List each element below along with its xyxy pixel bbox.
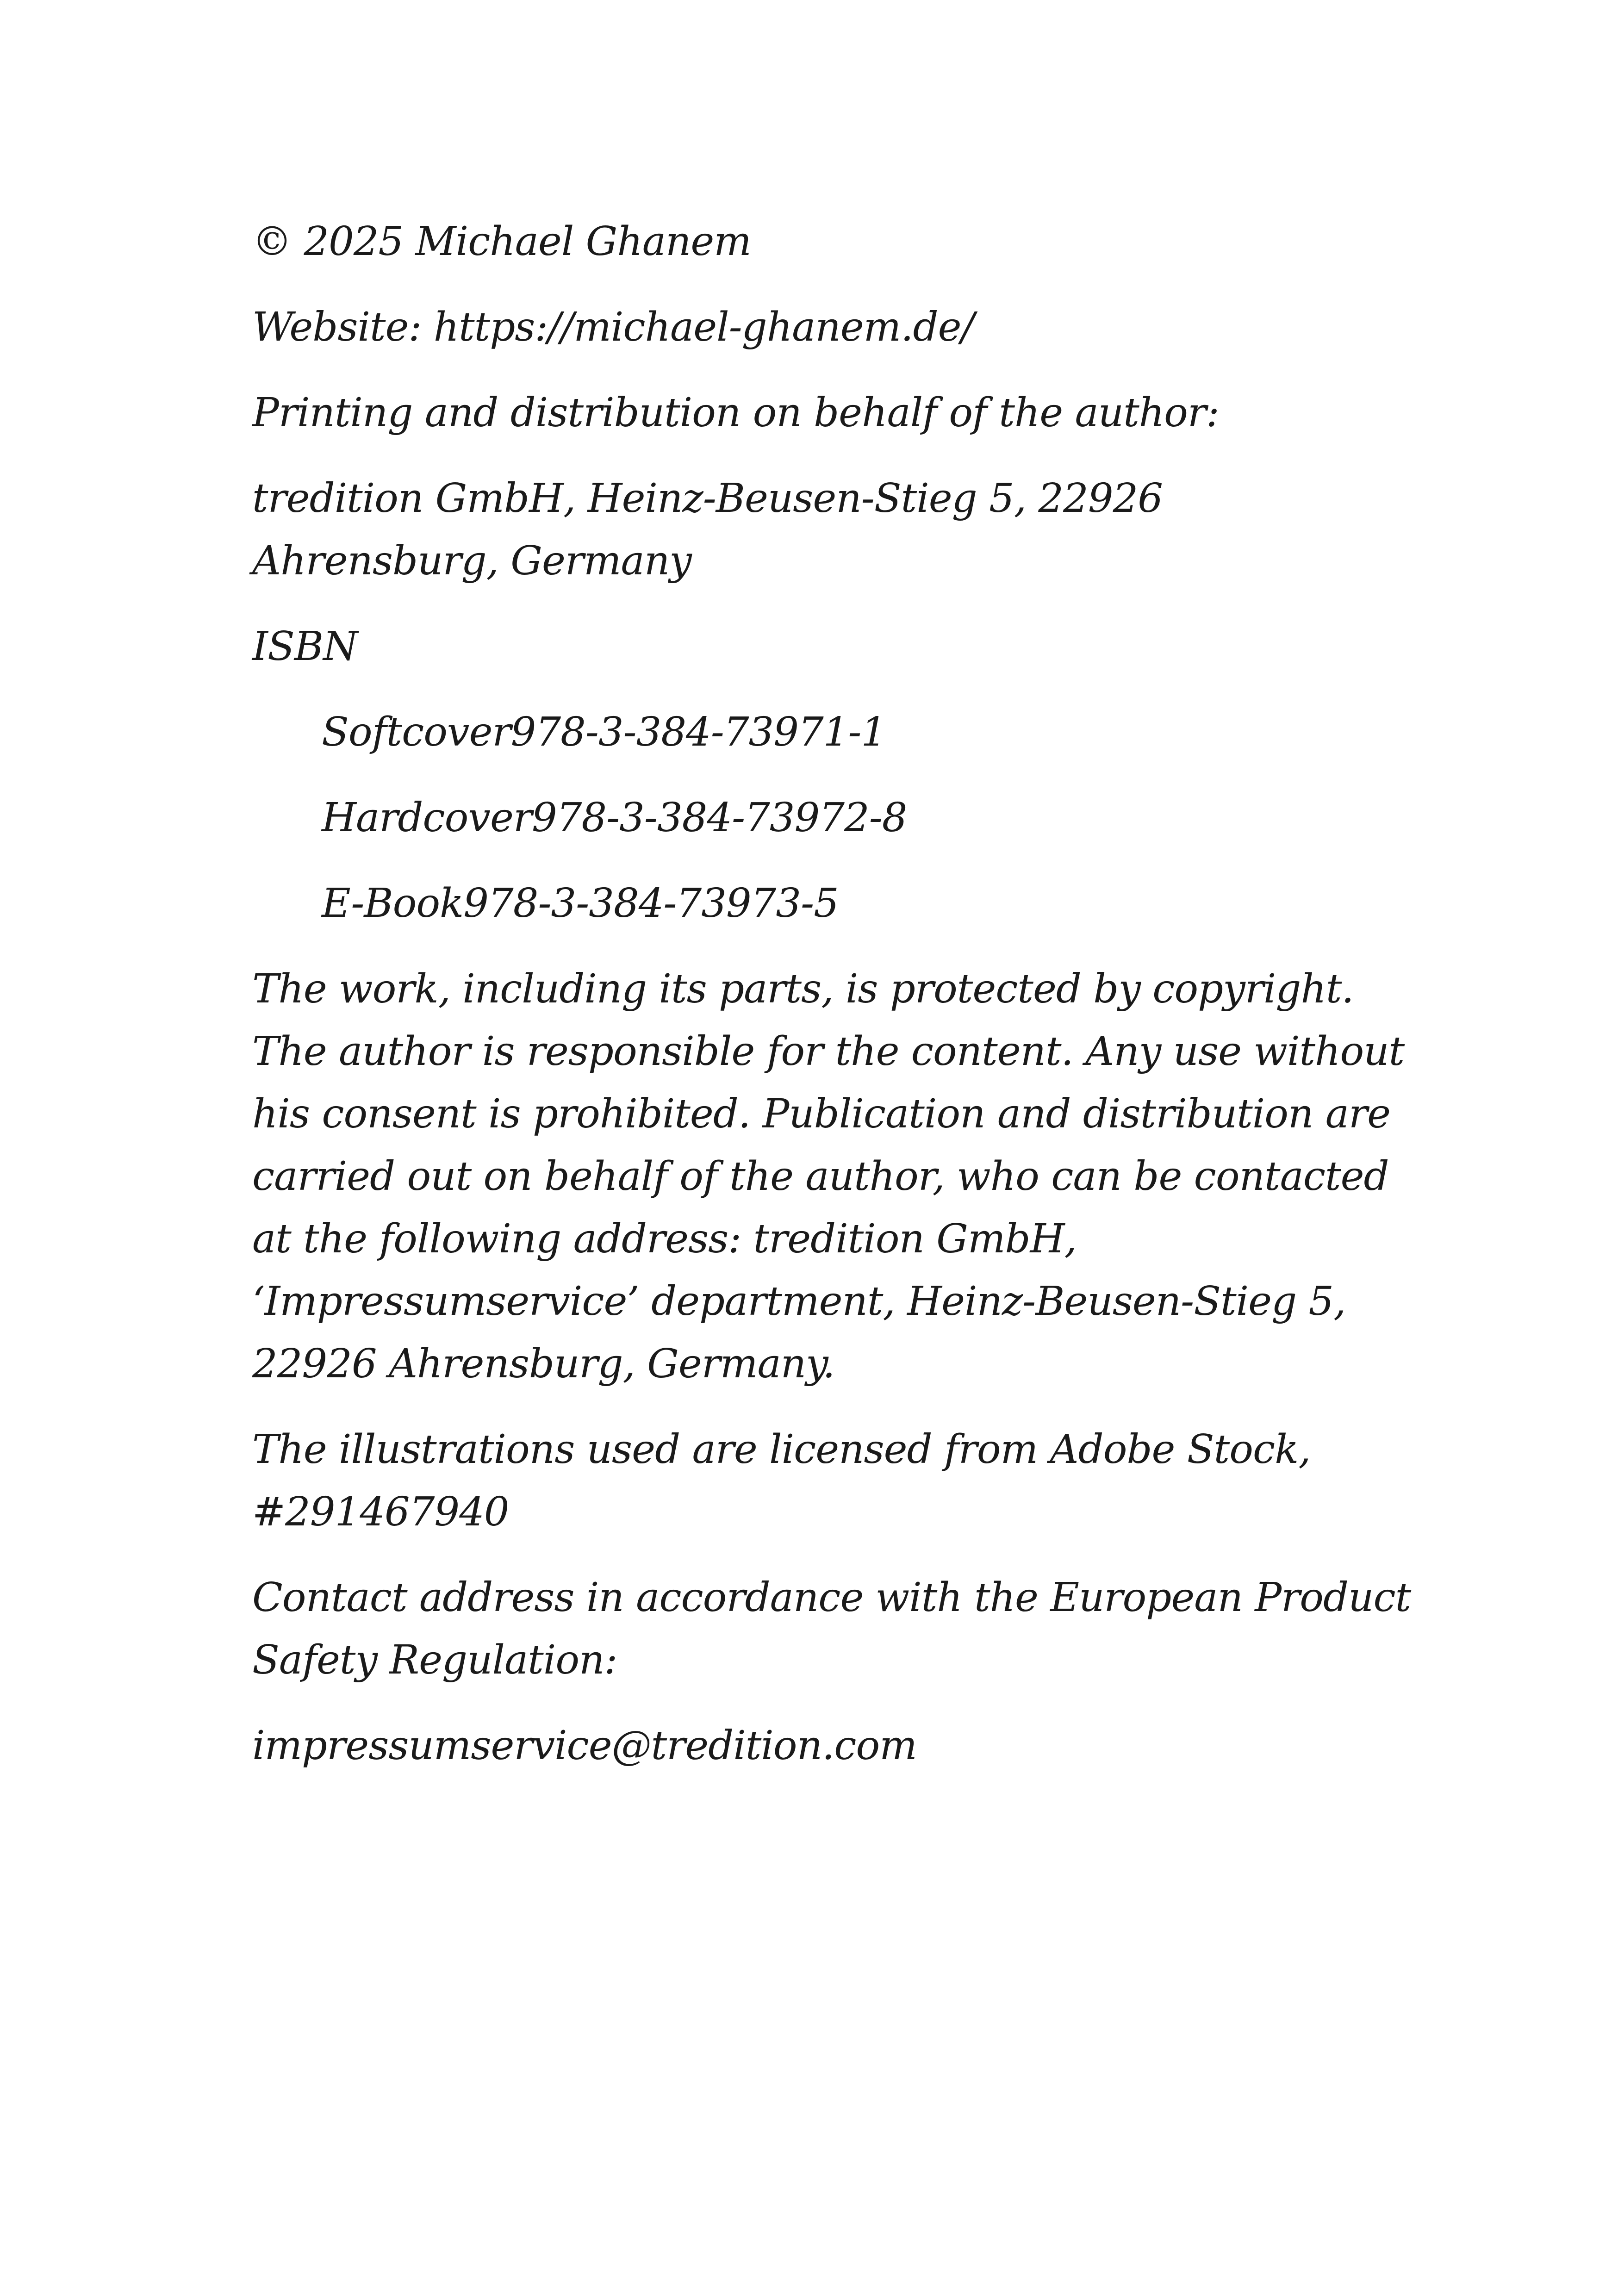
illustrations-note: The illustrations used are licensed from Adobe Stock, #291467940 bbox=[252, 1426, 1311, 1535]
imprint-page bbox=[252, 211, 1419, 1800]
isbn-format: E-Book bbox=[322, 880, 464, 927]
website-line: Website: https://michael-ghanem.de/ bbox=[252, 304, 974, 350]
copyright-notice: The work, including its parts, is protected by copyright. The author is responsible for the content. Any use without his consent is prohibited. Publication and distribution are carried out on behalf of the author, who can be contacted at the following address: tredition GmbH, ‘Impressumservice’ department, Heinz-Beusen-Stieg 5, 22926 Ahrensburg, Germany. bbox=[252, 966, 1405, 1387]
contact-email: impressumservice@tredition.com bbox=[252, 1723, 917, 1769]
isbn-entry-softcover bbox=[252, 701, 1419, 764]
isbn-format: Hardcover bbox=[322, 795, 532, 841]
copyright-line: © 2025 Michael Ghanem bbox=[252, 218, 751, 265]
printing-label: Printing and distribution on behalf of the author: bbox=[252, 390, 1219, 436]
isbn-entry-ebook bbox=[252, 872, 1419, 935]
contact-label: Contact address in accordance with the European Product Safety Regulation: bbox=[252, 1574, 1411, 1683]
isbn-format: Softcover bbox=[322, 709, 511, 755]
isbn-number: 978-3-384-73973-5 bbox=[463, 880, 839, 927]
isbn-entry-hardcover bbox=[252, 787, 1419, 849]
isbn-number: 978-3-384-73972-8 bbox=[531, 795, 907, 841]
isbn-label: ISBN bbox=[252, 623, 358, 670]
publisher-address: tredition GmbH, Heinz-Beusen-Stieg 5, 22926 Ahrensburg, Germany bbox=[252, 475, 1163, 584]
isbn-number: 978-3-384-73971-1 bbox=[510, 709, 886, 755]
